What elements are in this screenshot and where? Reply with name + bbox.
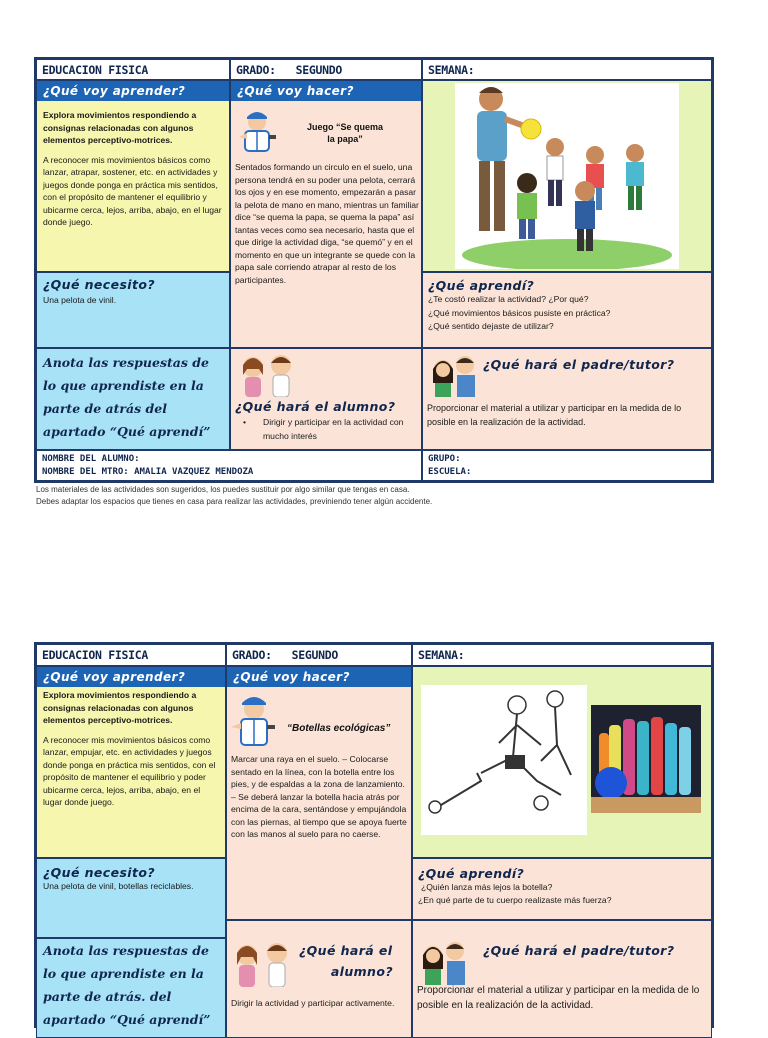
learned-question: ¿Qué sentido dejaste de utilizar? [428,321,554,331]
need-section [36,272,230,348]
coach-icon [227,691,281,751]
need-heading: ¿Qué necesito? [43,277,156,292]
grade-label: GRADO: [232,648,272,662]
parents-icon [419,935,471,985]
learned-question: ¿Qué movimientos básicos pusiste en práctica? [428,307,611,318]
do-text: Sentados formando un circulo en el suelo, una persona tendrá en su poder una pelota, cerrará los ojos y en ese momento, empezarán a pasar la pelota de mano en mano, mientras un familiar dice “se quema la papa, se quema la papa” así tantas veces como sea necesario, hasta que el que dirige la actividad diga, “se quemó” y en el momento en que un integrante se quede con la papa sale corriendo atrapar al resto de los participantes. [235,162,419,285]
students-icon [231,939,295,987]
bullet-icon: • [243,417,247,427]
anota-text: Anota las respuestas de lo que aprendiste en la parte de atrás. del apartado “Qué aprendí” [43,943,211,1027]
students-icon [237,351,297,397]
parent-heading: ¿Qué hará el padre/tutor? [483,943,675,958]
picture-cell [422,80,712,272]
student-heading-line-2: alumno? [330,964,393,979]
learned-question: ¿Te costó realizar la actividad? ¿Por qué? [428,294,589,304]
parent-section [412,920,712,1038]
student-heading-line-1: ¿Qué hará el [299,943,393,958]
parent-section [422,348,712,450]
names-cell [36,450,422,481]
footnote-1: Los materiales de las actividades son sugeridos, los puedes sustituir por algo similar que tengas en casa. [36,485,410,494]
student-text [243,415,419,443]
learn-heading: ¿Qué voy aprender? [37,81,229,101]
do-heading: ¿Qué voy hacer? [227,667,411,687]
parent-heading: ¿Qué hará el padre/tutor? [483,357,675,372]
student-section [226,920,412,1038]
coach-icon [233,107,281,155]
student-text-value: Dirigir y participar en la actividad con mucho interés [263,417,404,441]
bottles-photo [591,705,701,813]
game-title: “Botellas ecológicas” [287,723,391,734]
activity-card-1 [34,57,714,483]
grade-label: GRADO: [236,63,276,77]
do-heading: ¿Qué voy hacer? [231,81,421,101]
learn-text-2: A reconocer mis movimientos básicos como lanzar, empujar, etc. en actividades y juegos donde ponga en práctica mis sentidos, con el propósito de mantener el equilibrio y poder ubicarme cerca, lejos, arriba, abajo, en el lugar donde juego. [43,734,216,807]
grade-value: SEGUNDO [291,648,338,662]
week-label: SEMANA: [418,648,465,662]
learned-section [422,272,712,348]
learn-heading: ¿Qué voy aprender? [37,667,225,687]
activity-card-2 [34,642,714,1028]
school-label: ESCUELA: [428,467,472,477]
learn-text-2: A reconocer mis movimientos básicos como lanzar, atrapar, sostener, etc. en actividades y juegos donde ponga en práctica mis sentidos, con el propósito de mantener el equilibrio y ubicarme cerca, lejos, arriba, abajo, en el lugar donde juego. [43,154,222,227]
parents-icon [429,351,481,397]
learned-section [412,858,712,920]
subject-label: EDUCACION FISICA [42,63,148,77]
learned-question: ¿Quién lanza más lejos la botella? [421,882,553,892]
game-title: Juego “Se quema la papa” [306,122,384,144]
picture-cell [412,666,712,858]
learned-question: ¿En qué parte de tu cuerpo realizaste más fuerza? [418,895,612,905]
need-text: Una pelota de vinil, botellas reciclables. [43,881,194,891]
subject-label: EDUCACION FISICA [42,648,148,662]
week-label: SEMANA: [428,63,475,77]
learn-text-1: Explora movimientos respondiendo a consignas relacionadas con algunos elementos perceptivo-motrices. [43,690,197,725]
need-text: Una pelota de vinil. [43,295,117,305]
children-playing-illustration [455,83,679,269]
grade-cell [230,59,422,80]
need-heading: ¿Qué necesito? [43,865,156,880]
grade-cell [226,644,412,666]
learn-section [36,666,226,858]
learned-heading: ¿Qué aprendí? [428,278,535,293]
learned-heading: ¿Qué aprendí? [418,866,525,881]
student-name-label: NOMBRE DEL ALUMNO: [42,454,140,464]
do-section [226,666,412,920]
group-cell [422,450,712,481]
bottle-throw-illustration [421,685,587,835]
learn-section [36,80,230,272]
parent-text: Proporcionar el material a utilizar y participar en la medida de lo posible en la realización de la actividad. [417,985,700,1011]
do-section [230,80,422,348]
group-label: GRUPO: [428,454,461,464]
parent-text: Proporcionar el material a utilizar y participar en la medida de lo posible en la realización de la actividad. [427,403,682,427]
do-text: Marcar una raya en el suelo. – Colocarse sentado en la línea, con la botella entre los pies, y de espaldas a la zona de lanzamiento. – Se deberá lanzar la botella hacia atrás por encima de la cara, sentándose y empujándola con las piernas, al tiempo que se apoya fuerte con las manos al suelo para no caerse. [231,754,407,839]
subject-cell [36,644,226,666]
student-heading [299,943,409,979]
week-cell [412,644,712,666]
footnote-2: Debes adaptar los espacios que tienes en casa para realizar las actividades, previniendo tener algún accidente. [36,497,433,506]
student-text: Dirigir la actividad y participar activamente. [231,998,395,1008]
anota-section [36,938,226,1038]
need-section [36,858,226,938]
grade-value: SEGUNDO [295,63,342,77]
subject-cell [36,59,230,80]
teacher-label: NOMBRE DEL MTRO: AMALIA VAZQUEZ MENDOZA [42,467,254,477]
anota-section [36,348,230,450]
learn-text-1: Explora movimientos respondiendo a consignas relacionadas con algunos elementos perceptivo-motrices. [43,110,197,145]
week-cell [422,59,712,80]
anota-text: Anota las respuestas de lo que aprendiste en la parte de atrás del apartado “Qué aprendí” [43,355,211,439]
student-heading: ¿Qué hará el alumno? [235,399,396,414]
student-section [230,348,422,450]
